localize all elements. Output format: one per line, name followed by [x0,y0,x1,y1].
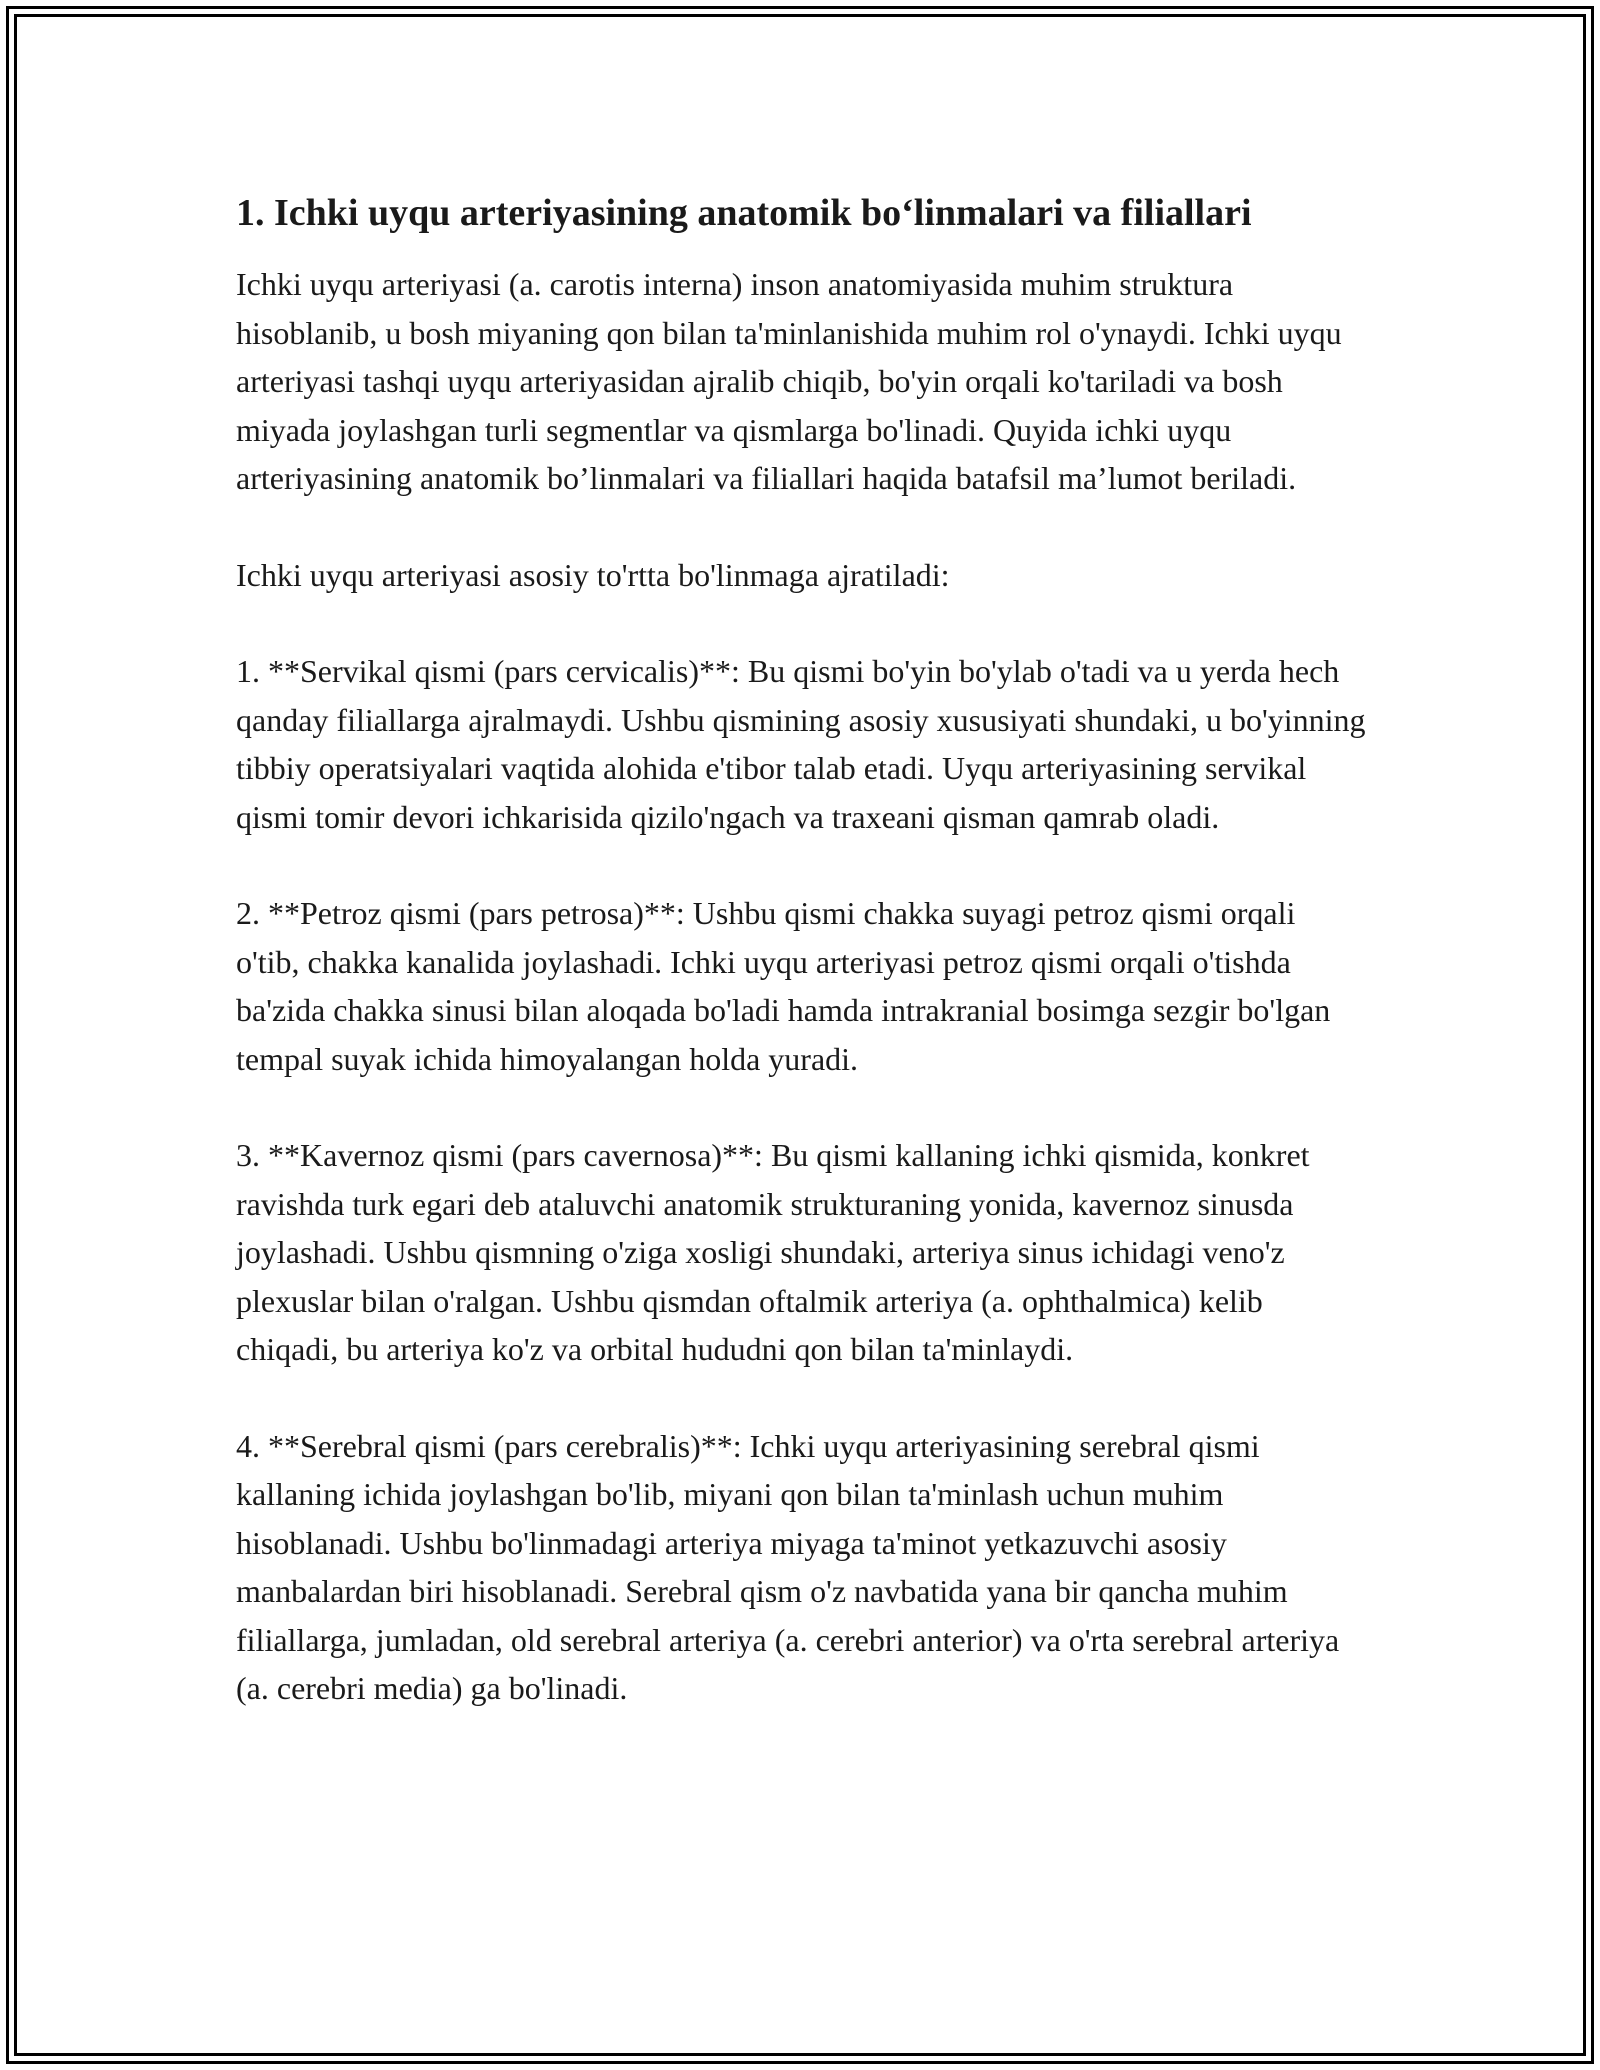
cervical-part-paragraph: 1. **Servikal qismi (pars cervicalis)**: Bu qismi bo'yin bo'ylab o'tadi va u yerda hech qanday filiallarga ajralmaydi. Ushbu qismining asosiy xususiyati shundaki, u bo'yinning tibbiy operatsiyalari vaqtida alohida e'tibor talab etadi. Uyqu arteriyasining servikal qismi tomir devori ichkarisida qizilo'ngach va traxeani qisman qamrab oladi. [236,653,1366,835]
cerebral-part-paragraph: 4. **Serebral qismi (pars cerebralis)**: Ichki uyqu arteriyasining serebral qismi kallaning ichida joylashgan bo'lib, miyani qon bilan ta'minlash uchun muhim hisoblanadi. Ushbu bo'linmadagi arteriya miyaga ta'minot yetkazuvchi asosiy manbalardan biri hisoblanadi. Serebral qism o'z navbatida yana bir qancha muhim filiallarga, jumladan, old serebral arteriya (a. cerebri anterior) va o'rta serebral arteriya (a. cerebri media) ga bo'linadi. [236,1427,1340,1706]
divisions-lead-paragraph: Ichki uyqu arteriyasi asosiy to'rtta bo'linmaga ajratiladi: [236,556,950,593]
cavernous-part-paragraph: 3. **Kavernoz qismi (pars cavernosa)**: Bu qismi kallaning ichki qismida, konkret ravishda turk egari deb ataluvchi anatomik strukturaning yonida, kavernoz sinusda joylashadi. Ushbu qismning o'ziga xosligi shundaki, arteriya sinus ichidagi veno'z plexuslar bilan o'ralgan. Ushbu qismdan oftalmik arteriya (a. ophthalmica) kelib chiqadi, bu arteriya ko'z va orbital hududni qon bilan ta'minlaydi. [236,1137,1310,1367]
intro-paragraph: Ichki uyqu arteriyasi (a. carotis interna) inson anatomiyasida muhim struktura hisoblanib, u bosh miyaning qon bilan ta'minlanishida muhim rol o'ynaydi. Ichki uyqu arteriyasi tashqi uyqu arteriyasidan ajralib chiqib, bo'yin orqali ko'tariladi va bosh miyada joylashgan turli segmentlar va qismlarga bo'linadi. Quyida ichki uyqu arteriyasining anatomik bo’linmalari va filiallari haqida batafsil ma’lumot beriladi. [236,266,1342,496]
document-body [236,186,1366,1761]
section-heading: 1. Ichki uyqu arteriyasining anatomik bo‘linmalari va filiallari [236,192,1252,234]
petrous-part-paragraph: 2. **Petroz qismi (pars petrosa)**: Ushbu qismi chakka suyagi petroz qismi orqali o'tib, chakka kanalida joylashadi. Ichki uyqu arteriyasi petroz qismi orqali o'tishda ba'zida chakka sinusi bilan aloqada bo'ladi hamda intrakranial bosimga sezgir bo'lgan tempal suyak ichida himoyalangan holda yuradi. [236,895,1331,1077]
